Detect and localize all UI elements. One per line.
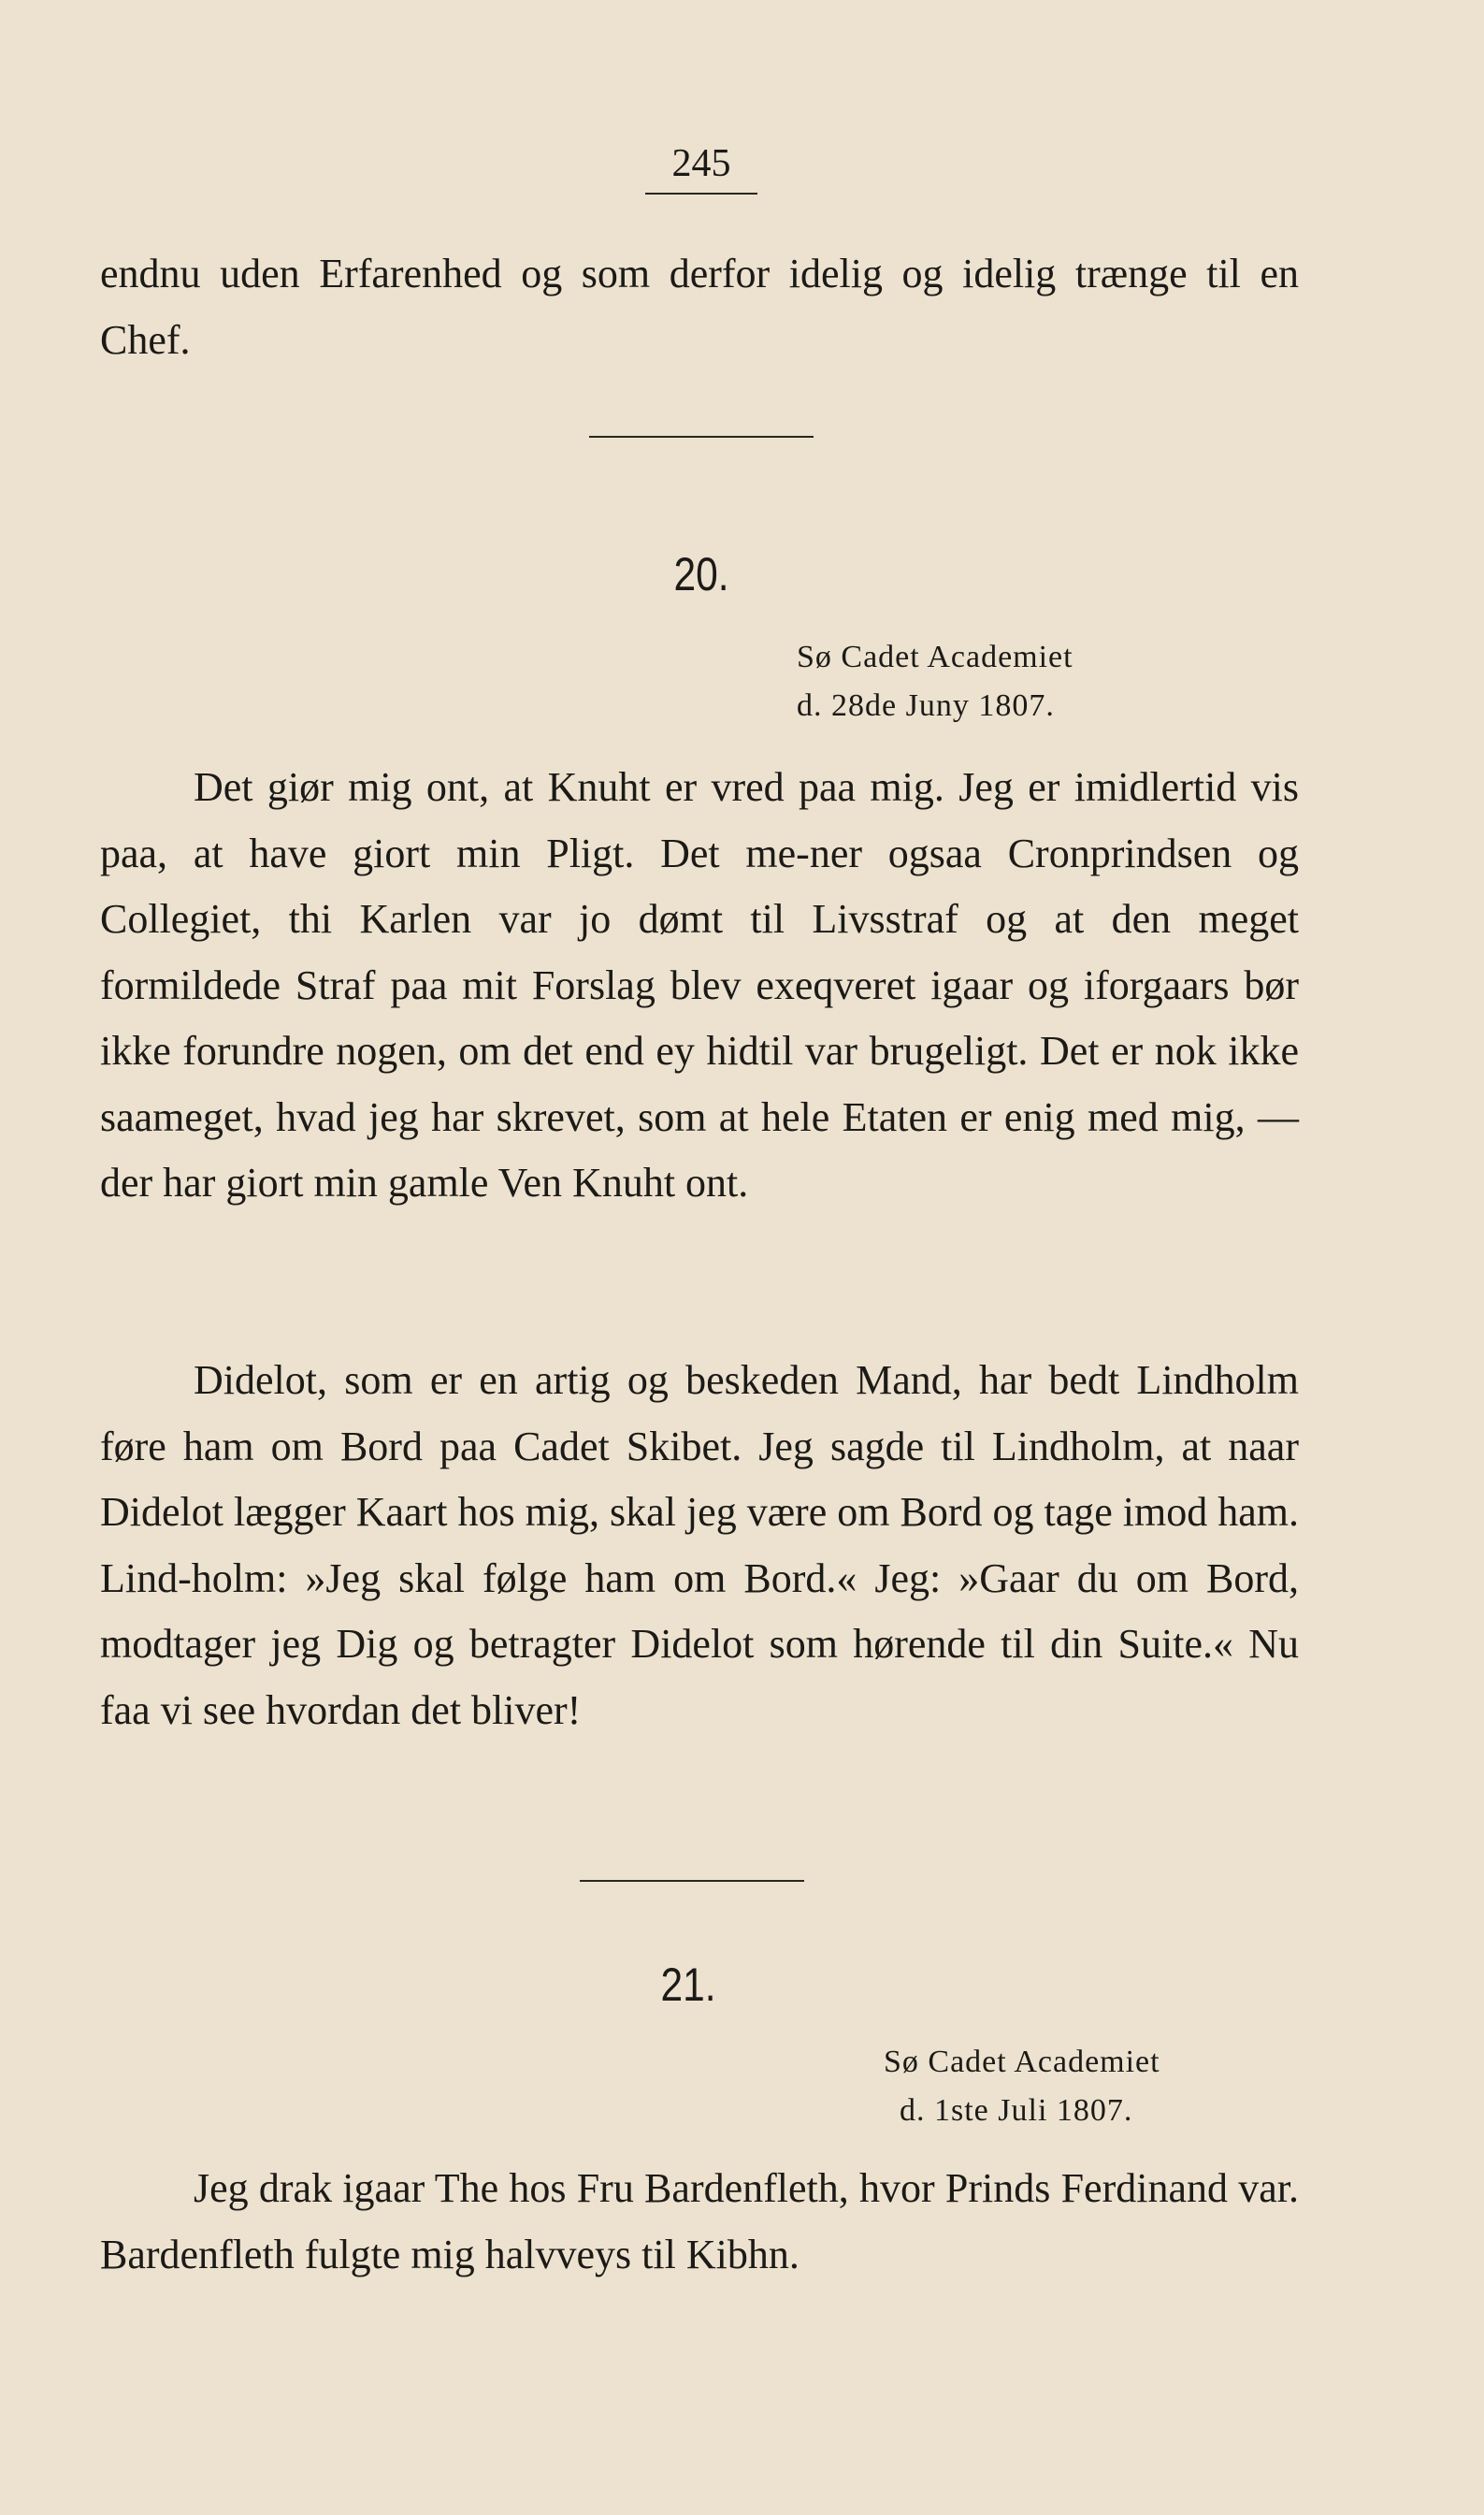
- letter-date: d. 1ste Juli 1807.: [900, 2093, 1133, 2128]
- letter-place: Sø Cadet Academiet: [797, 640, 1073, 674]
- letter-paragraph: Jeg drak igaar The hos Fru Bardenfleth, hvor Prinds Ferdinand var. Bardenfleth fulgte mig halvveys til Kibhn.: [100, 2165, 1299, 2277]
- letter-number: 20.: [673, 548, 729, 600]
- letter-number: 21.: [660, 1959, 716, 2011]
- letter-paragraph: Det giør mig ont, at Knuht er vred paa mig. Jeg er imidlertid vis paa, at have giort min Pligt. Det me-ner ogsaa Cronprindsen og Collegiet, thi Karlen var jo dømt til Livsstraf og at den meget formildede Straf paa mit Forslag blev exeqveret igaar og iforgaars bør ikke forundre nogen, om det end ey hidtil var brugeligt. Det er nok ikke saameget, hvad jeg har skrevet, som at hele Etaten er enig med mig, — der har giort min gamle Ven Knuht ont.: [100, 764, 1299, 1206]
- section-divider: [580, 1880, 804, 1882]
- section-divider: [589, 436, 814, 438]
- opening-paragraph: endnu uden Erfarenhed og som derfor idelig og idelig trænge til en Chef.: [100, 251, 1299, 363]
- page-number: 245: [671, 142, 731, 185]
- letter-date: d. 28de Juny 1807.: [797, 688, 1055, 723]
- page-number-underline: [645, 193, 757, 195]
- letter-place: Sø Cadet Academiet: [884, 2045, 1160, 2079]
- letter-paragraph: Didelot, som er en artig og beskeden Mand, har bedt Lindholm føre ham om Bord paa Cadet Skibet. Jeg sagde til Lindholm, at naar Didelot lægger Kaart hos mig, skal jeg være om Bord og tage imod ham. Lind-holm: »Jeg skal følge ham om Bord.« Jeg: »Gaar du om Bord, modtager jeg Dig og betragter Didelot som hørende til din Suite.« Nu faa vi see hvordan det bliver!: [100, 1357, 1299, 1733]
